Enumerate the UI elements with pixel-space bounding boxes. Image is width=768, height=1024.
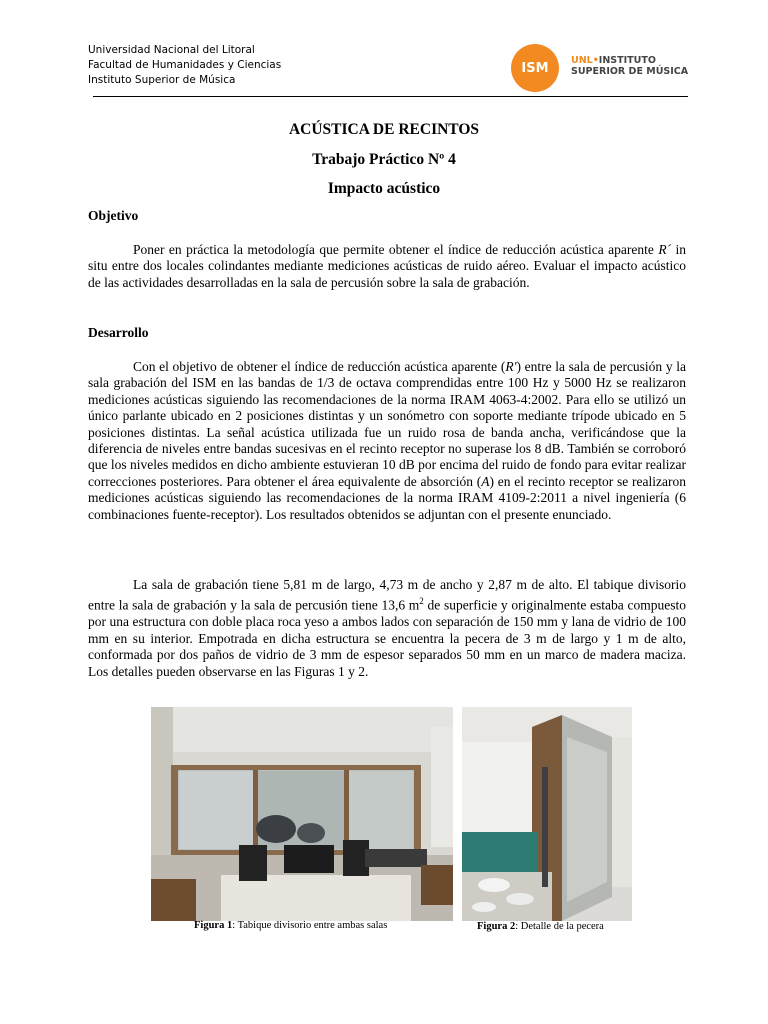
figure-1-photo bbox=[151, 707, 453, 921]
objetivo-heading: Objetivo bbox=[88, 208, 139, 223]
logo-unl: UNL bbox=[571, 55, 593, 66]
superscript-2: 2 bbox=[419, 596, 424, 607]
symbol-a: A bbox=[481, 473, 490, 489]
institution-line-faculty: Facultad de Humanidades y Ciencias bbox=[88, 59, 282, 71]
ism-logo-wordmark bbox=[571, 55, 688, 77]
figure-2-label: Figura 2 bbox=[477, 921, 516, 932]
figure-2-photo bbox=[462, 707, 632, 921]
objetivo-paragraph: Poner en práctica la metodología que permite obtener el índice de reducción acústica aparente R´ in situ entre dos locales colindantes mediante mediciones acústicas de ruido aéreo. Evaluar el impacto acústico de las actividades desarrolladas en la sala de percusión sobre la sala de grabación. bbox=[88, 242, 686, 290]
desarrollo-paragraph-2: La sala de grabación tiene 5,81 m de largo, 4,73 m de ancho y 2,87 m de alto. El tabique divisorio entre la sala de grabación y la sala de percusión tiene 13,6 $m^2$ de superficie y originalmente estaba compuesto por una estructura con doble placa roca yeso a ambos lados con separación de 150 mm y lana de vidrio de 100 mm en su interior. Empotrada en dicha estructura se encuentra la pecera de 3 m de largo y 1 m de alto, conformada por dos paños de vidrio de 3 mm de espesor separados 50 mm en un marco de madera maciza. Los detalles pueden observarse en las Figuras 1 y 2. bbox=[88, 577, 686, 679]
logo-line-2: SUPERIOR DE MÚSICA bbox=[571, 66, 689, 77]
symbol-r-prime: R´ bbox=[658, 242, 672, 257]
logo-dot: • bbox=[592, 55, 599, 66]
figure-1-label: Figura 1 bbox=[194, 920, 233, 931]
logo-instituto: INSTITUTO bbox=[598, 55, 656, 66]
desarrollo-heading: Desarrollo bbox=[88, 325, 149, 340]
institution-line-university: Universidad Nacional del Litoral bbox=[88, 44, 255, 56]
logo-line-1 bbox=[571, 55, 688, 66]
institution-header bbox=[88, 43, 281, 88]
header-divider bbox=[93, 96, 688, 97]
institution-line-institute: Instituto Superior de Música bbox=[88, 74, 236, 86]
figure-1-caption: Figura 1: Tabique divisorio entre ambas salas bbox=[194, 920, 388, 931]
document-title: ACÚSTICA DE RECINTOS bbox=[288, 121, 480, 138]
topic-title: Impacto acústico bbox=[327, 180, 441, 197]
logo-badge-text: ISM bbox=[521, 60, 549, 76]
practice-title: Trabajo Práctico Nº 4 bbox=[312, 151, 456, 168]
symbol-r-prime: R' bbox=[505, 359, 517, 374]
figure-2-caption: Figura 2: Detalle de la pecera bbox=[477, 921, 604, 932]
ism-logo-badge bbox=[511, 44, 559, 92]
desarrollo-paragraph-1: Con el objetivo de obtener el índice de reducción acústica aparente (R') entre la sala de percusión y la sala grabación del ISM en las bandas de 1/3 de octava comprendidas entre 100 Hz y 5000 Hz se realizaron mediciones acústicas siguiendo las recomendaciones de la norma IRAM 4063-4:2002. Para ello se utilizó un único parlante ubicado en 2 posiciones distintas y un sonómetro con soporte mediante trípode ubicado en 5 posiciones distintas. La señal acústica utilizada fue un ruido rosa de banda ancha, verificándose que la diferencia de niveles entre bandas sucesivas en el recinto receptor no superase los 8 dB. También se corroboró que los niveles medidos en dicho ambiente estuvieran 10 dB por encima del ruido de fondo para evitar realizar correcciones posteriores. Para obtener el área equivalente de absorción (A) en el recinto receptor se realizaron mediciones acústicas siguiendo las recomendaciones de la norma IRAM 4109-2:2011 a nivel ingeniería (6 combinaciones fuente-receptor). Los resultados obtenidos se adjuntan con el presente enunciado. bbox=[88, 359, 687, 522]
